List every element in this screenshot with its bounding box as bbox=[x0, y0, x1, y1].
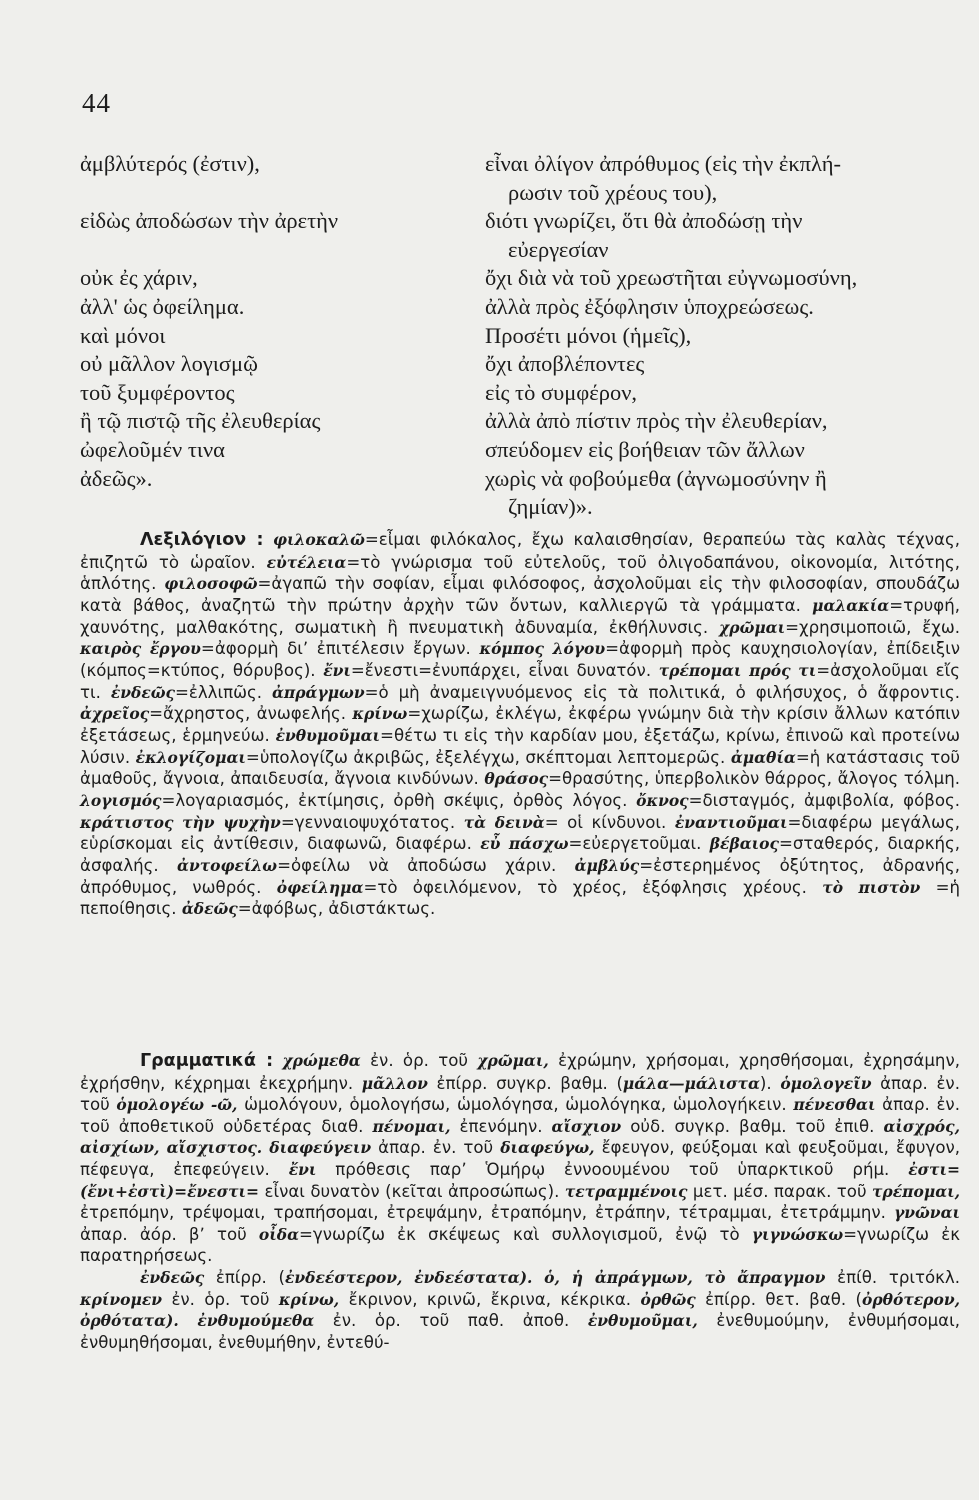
definition: ἐν. ὁρ. τοῦ παθ. ἀποθ. bbox=[314, 1311, 588, 1331]
original-line: ἀμβλύτερός (ἐστιν), bbox=[80, 151, 260, 176]
term: ἐνθυμούμεθα bbox=[197, 1311, 315, 1331]
definition: =χρησιμοποιῶ, ἔχω. bbox=[785, 617, 961, 637]
term: ἐστι=(ἔνι+ἐστὶ)=ἔνεστι= bbox=[80, 1159, 960, 1201]
definition bbox=[532, 1268, 544, 1287]
translation-line: χωρὶς νὰ φοβούμεθα (ἀγνωμοσύνην ἢ bbox=[485, 465, 827, 491]
term: τρέπομαι πρός τι bbox=[658, 660, 817, 680]
term: ἐνθυμοῦμαι bbox=[275, 725, 381, 745]
definition: =ἡ κατάστασις τοῦ ἀμαθοῦς, ἄγνοια, ἀπαιδευσία, ἄγνοια κινδύνων. bbox=[80, 747, 961, 789]
definition: =διαφέρω μεγάλως, εὑρίσκομαι εἰς ἀντίθεσιν, διαφωνῶ, διαφέρω. bbox=[80, 812, 961, 854]
definition: =ἀφορμὴ πρὸς καυχησιολογίαν, ἐπίδειξιν (κόμπος=κτύπος, θόρυβος). bbox=[80, 639, 960, 680]
definition: = οἱ κίνδυνοι. bbox=[544, 812, 667, 832]
definition: =γνωρίζω ἐκ σκέψεως καὶ συλλογισμοῦ, ἐνῷ τὸ bbox=[299, 1224, 752, 1244]
term: μαλακία bbox=[812, 595, 890, 615]
term: ἐνδεῶς bbox=[140, 1267, 205, 1287]
glossary-section bbox=[80, 529, 960, 920]
term: τὸ πιστὸν bbox=[822, 877, 921, 897]
definition: =ἐλλιπῶς. bbox=[174, 682, 263, 702]
term: τετραμμένοις bbox=[564, 1181, 688, 1201]
definition: ἀπαρ. ἀόρ. βʼ τοῦ bbox=[80, 1224, 259, 1244]
translation-line: ζημίαν)». bbox=[508, 494, 593, 520]
term: εὐτέλεια bbox=[266, 552, 347, 572]
translation-line: εἶναι ὀλίγον ἀπρόθυμος (εἰς τὴν ἐκπλή- bbox=[485, 151, 841, 176]
definition: =γενναιοψυχότατος. bbox=[280, 812, 456, 832]
definition: μετ. μέσ. παρακ. τοῦ bbox=[687, 1181, 872, 1201]
grammar-paragraph bbox=[80, 1050, 960, 1267]
definition: ). bbox=[759, 1073, 781, 1093]
term: φιλοκαλῶ bbox=[272, 530, 365, 549]
original-line: ἢ τῷ πιστῷ τῆς ἐλευθερίας bbox=[80, 408, 321, 434]
term: κρίνομεν bbox=[80, 1289, 163, 1309]
translation-line: ἀλλὰ ἀπὸ πίστιν πρὸς τὴν ἐλευθερίαν, bbox=[485, 408, 828, 434]
term: ἀδεῶς bbox=[181, 899, 238, 919]
term: ὀφείλημα bbox=[276, 877, 364, 897]
definition: εἶναι δυνατὸν (κεῖται ἀπροσώπως). bbox=[259, 1181, 565, 1201]
term: καιρὸς ἔργου bbox=[80, 639, 201, 659]
term: ἀχρεῖος bbox=[80, 704, 150, 724]
translation-line: ὄχι ἀποβλέποντες bbox=[485, 351, 645, 377]
translation-line: διότι γνωρίζει, ὅτι θὰ ἀποδώσῃ τὴν bbox=[485, 208, 803, 234]
term: διαφεύγω, bbox=[500, 1138, 595, 1158]
term: φιλοσοφῶ bbox=[164, 574, 258, 594]
definition: =ὁ μὴ ἀναμειγνυόμενος εἰς τὰ πολιτικά, ὁ φιλήσυχος, ὁ ἄφροντις. bbox=[364, 682, 960, 702]
term: χρώμεθα bbox=[282, 1051, 361, 1070]
term: χρῶμαι, bbox=[477, 1051, 549, 1070]
original-line: ὠφελοῦμέν τινα bbox=[80, 436, 225, 462]
definition: =ἀφόβως, ἀδιστάκτως. bbox=[237, 899, 436, 919]
parallel-row bbox=[78, 264, 958, 293]
definition: =εἶμαι φιλόκαλος, ἔχω καλαισθησίαν, θεραπεύω τὰς καλὰς τέχνας, ἐπιζητῶ τὸ ὡραῖον. bbox=[80, 530, 960, 572]
term: ἐναντιοῦμαι bbox=[674, 812, 788, 832]
term: χρῶμαι bbox=[719, 617, 786, 637]
parallel-row bbox=[78, 150, 958, 179]
definition: =δισταγμός, ἀμφιβολία, φόβος. bbox=[688, 790, 960, 810]
definition: ἐτρεπόμην, τρέψομαι, τραπήσομαι, ἐτρεψάμην, ἐτραπόμην, ἐτράπην, τέτραμμαι, ἐτετράμμην. bbox=[80, 1203, 895, 1223]
term: εὖ πάσχω bbox=[480, 834, 569, 854]
definition: ἐν. ὁρ. τοῦ bbox=[360, 1051, 478, 1070]
definition: ἔκρινον, κρινῶ, ἔκρινα, κέκρικα. bbox=[339, 1289, 641, 1309]
term: ἀμαθία bbox=[730, 747, 796, 767]
definition: =τὸ ὀφειλόμενον, τὸ χρέος, ἐξόφλησις χρέους. bbox=[363, 877, 807, 897]
term: κράτιστος τὴν ψυχὴν bbox=[80, 812, 281, 832]
term: μάλα—μάλιστα bbox=[622, 1073, 760, 1093]
term: βέβαιος bbox=[709, 834, 779, 854]
term: διαφεύγειν bbox=[269, 1138, 372, 1158]
page-number: 44 bbox=[82, 88, 111, 118]
original-line: ἀλλ' ὡς ὀφείλημα. bbox=[80, 293, 245, 319]
definition: ἐπίρρ. συγκρ. βαθμ. ( bbox=[427, 1073, 623, 1093]
definition: =ἀφορμὴ διʼ ἐπιτέλεσιν ἔργων. bbox=[200, 639, 471, 659]
term: ἐνδεέστερον, ἐνδεέστατα). bbox=[284, 1267, 533, 1287]
parallel-row bbox=[78, 293, 958, 322]
definition: =ἔνεστι=ἐνυπάρχει, εἶναι δυνατόν. bbox=[350, 660, 652, 680]
term: ἀμβλύς bbox=[574, 855, 640, 875]
glossary-paragraph bbox=[80, 529, 960, 920]
parallel-row bbox=[78, 322, 958, 351]
grammar-section bbox=[80, 1050, 960, 1353]
definition: ἐνεθυμούμην, ἐνθυμήσομαι, ἐνθυμηθήσομαι, ἐνεθυμήθην, ἐντεθύ- bbox=[80, 1311, 960, 1352]
definition: =εὐεργετοῦμαι. bbox=[568, 834, 702, 854]
term: πένομαι, bbox=[372, 1116, 451, 1136]
translation-line: ρωσιν τοῦ χρέους του), bbox=[508, 179, 718, 205]
definition: =χωρίζω, ἐκλέγω, ἐκφέρω γνώμην διὰ τὴν κρίσιν ἄλλων κατόπιν ἐξετάσεως, ἑρμηνεύω. bbox=[80, 704, 961, 745]
translation-line: εὐεργεσίαν bbox=[508, 236, 609, 262]
parallel-text bbox=[78, 150, 958, 522]
original-line: οὐκ ἐς χάριν, bbox=[80, 265, 198, 291]
term: θράσος bbox=[484, 769, 549, 789]
term: ἀντοφείλω bbox=[177, 855, 278, 875]
definition: ἐπενόμην. bbox=[450, 1116, 552, 1136]
definition: =ἡ πεποίθησις. bbox=[80, 877, 960, 919]
definition: ἔφευγον, φεύξομαι καὶ φευξοῦμαι, ἔφυγον, πέφευγα, ἐπεφεύγειν. bbox=[80, 1138, 961, 1179]
term: κρίνω bbox=[352, 704, 408, 724]
definition: ἐχρώμην, χρήσομαι, χρησθήσομαι, ἐχρησάμην, ἐχρήσθην, κέχρημαι ἐκεχρήμην. bbox=[80, 1051, 960, 1093]
definition: =ἀγαπῶ τὴν σοφίαν, εἶμαι φιλόσοφος, ἀσχολοῦμαι εἰς τὴν φιλοσοφίαν, σπουδάζω κατὰ βάθος, ἀναζητῶ τὴν πρώτην ἀρχὴν τῶν ὄντων, καλλιεργῶ τὰ γράμματα. bbox=[80, 574, 960, 615]
term: τρέπομαι, bbox=[872, 1181, 961, 1201]
term: γιγνώσκω bbox=[751, 1224, 844, 1244]
definition: ἐπίρρ. θετ. βαθ. ( bbox=[695, 1289, 862, 1309]
original-line: καὶ μόνοι bbox=[80, 322, 166, 348]
translation-line: σπεύδομεν εἰς βοήθειαν τῶν ἄλλων bbox=[485, 436, 805, 462]
term: ἀπράγμων bbox=[271, 682, 365, 702]
definition: οὐδ. συγκρ. βαθμ. τοῦ ἐπιθ. bbox=[621, 1116, 884, 1136]
definition bbox=[179, 1311, 198, 1330]
term: αἰσχρός, αἰσχίων, αἴσχιστος. bbox=[80, 1116, 960, 1158]
term: ἐκλογίζομαι bbox=[135, 747, 246, 767]
term: ἔνι bbox=[288, 1159, 317, 1179]
term: ὀρθῶς bbox=[640, 1289, 696, 1309]
definition: =ἄχρηστος, ἀνωφελής. bbox=[149, 704, 347, 724]
definition: =τρυφή, χαυνότης, μαλθακότης, σωματικὴ ἢ πνευματικὴ ἀδυναμία, ἐκθήλυνσις. bbox=[80, 595, 960, 637]
parallel-row bbox=[78, 436, 958, 465]
term: ἐνθυμοῦμαι, bbox=[587, 1311, 698, 1331]
term: οἶδα bbox=[258, 1224, 299, 1244]
definition: =ὀφείλω νὰ ἀποδώσω χάριν. bbox=[277, 855, 557, 875]
parallel-row bbox=[78, 407, 958, 436]
translation-line: εἰς τὸ συμφέρον, bbox=[485, 379, 637, 405]
parallel-row bbox=[78, 179, 958, 208]
definition: =ἀσχολοῦμαι εἴς τι. bbox=[80, 660, 960, 702]
term: ἔνι bbox=[323, 660, 351, 680]
glossary-heading: Λεξιλόγιον : bbox=[140, 530, 264, 550]
translation-line: Προσέτι μόνοι (ἡμεῖς), bbox=[485, 322, 692, 348]
term: ὁ, ἡ ἀπράγμων, τὸ ἄπραγμον bbox=[544, 1267, 826, 1287]
term: λογισμός bbox=[80, 790, 162, 810]
definition: =ἐστερημένος ὀξύτητος, ἀδρανής, ἀπρόθυμος, νωθρός. bbox=[80, 855, 961, 897]
definition: ἐν. ὁρ. τοῦ bbox=[162, 1289, 279, 1309]
original-line: οὐ μᾶλλον λογισμῷ bbox=[80, 351, 258, 377]
term: αἴσχιον bbox=[551, 1116, 622, 1136]
parallel-row bbox=[78, 465, 958, 494]
definition: πρόθεσις παρʼ Ὁμήρῳ ἐννοουμένου τοῦ ὑπαρκτικοῦ ρήμ. bbox=[316, 1159, 909, 1179]
parallel-row bbox=[78, 236, 958, 265]
definition: ἀπαρ. ἐν. τοῦ bbox=[80, 1073, 960, 1115]
definition: =ὑπολογίζω ἀκριβῶς, ἐξελέγχω, σκέπτομαι λεπτομερῶς. bbox=[245, 747, 726, 767]
definition: =τὸ γνώρισμα τοῦ εὐτελοῦς, τοῦ ὀλιγοδαπάνου, οἰκονομία, λιτότης, ἁπλότης. bbox=[80, 552, 961, 594]
term: γνῶναι bbox=[894, 1203, 960, 1223]
parallel-row bbox=[78, 350, 958, 379]
definition: ἀπαρ. ἐν. τοῦ ἀποθετικοῦ οὐδετέρας διαθ. bbox=[80, 1095, 960, 1136]
original-line: ἀδεῶς». bbox=[80, 465, 153, 491]
term: ὁμολογεῖν bbox=[780, 1073, 872, 1093]
grammar-paragraph-2 bbox=[80, 1267, 960, 1353]
definition: =γνωρίζω ἐκ παρατηρήσεως. bbox=[80, 1224, 960, 1266]
translation-line: ὄχι διὰ νὰ τοῦ χρεωστῆται εὐγνωμοσύνη, bbox=[485, 265, 858, 291]
term: ὁμολογέω -ῶ, bbox=[116, 1095, 238, 1115]
term: τὰ δεινὰ bbox=[463, 812, 545, 832]
parallel-row bbox=[78, 207, 958, 236]
definition: ἐπίθ. τριτόκλ. bbox=[825, 1267, 960, 1287]
term: πένεσθαι bbox=[793, 1095, 876, 1115]
term: μᾶλλον bbox=[361, 1073, 428, 1093]
translation-line: ἀλλὰ πρὸς ἐξόφλησιν ὑποχρεώσεως. bbox=[485, 293, 814, 319]
original-line: τοῦ ξυμφέροντος bbox=[80, 379, 235, 405]
grammar-heading: Γραμματικά : bbox=[140, 1051, 274, 1071]
parallel-row bbox=[78, 379, 958, 408]
term: κόμπος λόγου bbox=[479, 639, 606, 659]
definition: ἀπαρ. ἐν. τοῦ bbox=[371, 1138, 501, 1158]
term: ἐνδεῶς bbox=[110, 682, 175, 702]
definition: ἐπίρρ. ( bbox=[204, 1267, 285, 1287]
term: ὄκνος bbox=[636, 790, 689, 810]
term: ὀρθότερον, ὀρθότατα). bbox=[80, 1289, 960, 1331]
original-line: εἰδὼς ἀποδώσων τὴν ἀρετὴν bbox=[80, 208, 339, 234]
definition: =σταθερός, διαρκής, ἀσφαλής. bbox=[80, 834, 961, 875]
definition: =θρασύτης, ὑπερβολικὸν θάρρος, ἄλογος τόλμη. bbox=[548, 769, 961, 789]
definition: ὡμολόγουν, ὁμολογήσω, ὡμολόγησα, ὡμολόγηκα, ὡμολογήκειν. bbox=[237, 1095, 794, 1115]
definition: =λογαριασμός, ἐκτίμησις, ὀρθὴ σκέψις, ὀρθὸς λόγος. bbox=[161, 790, 628, 810]
term: κρίνω, bbox=[278, 1289, 340, 1309]
parallel-row bbox=[78, 493, 958, 522]
definition: =θέτω τι εἰς τὴν καρδίαν μου, ἐξετάζω, κρίνω, ἐπινοῶ καὶ προτείνω λύσιν. bbox=[80, 725, 960, 767]
